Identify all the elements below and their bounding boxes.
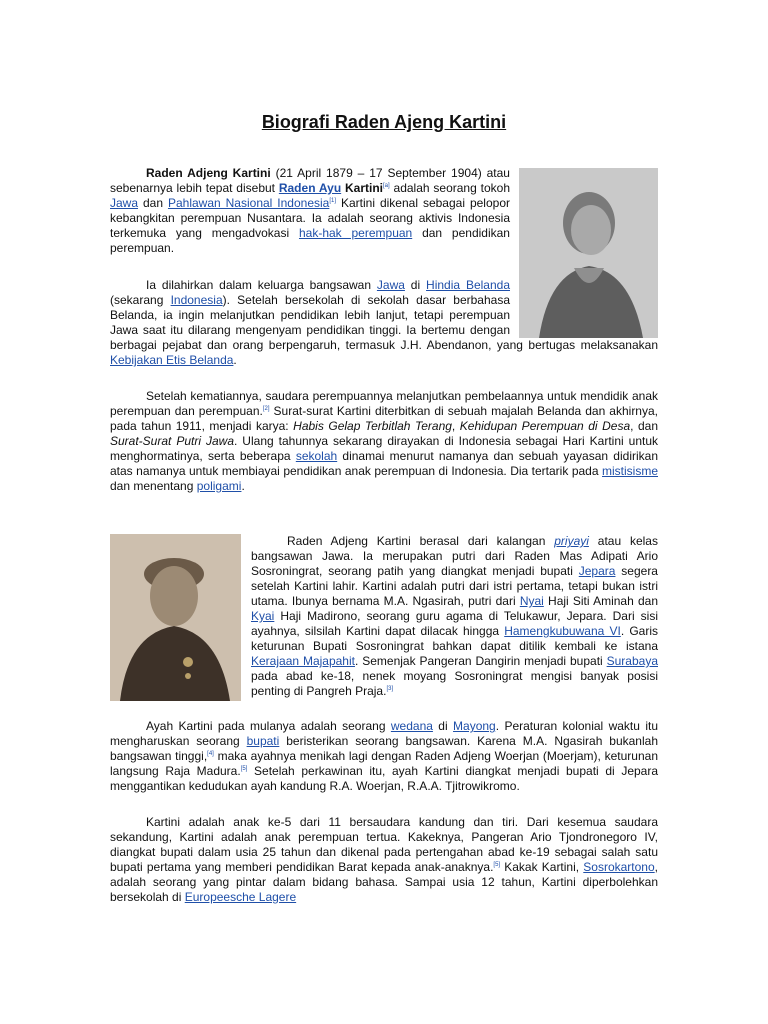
text: , adalah seorang yang pintar dalam bidang bahasa. Sampai usia 12 tahun, Kartini diperbolehkan bersekolah di bbox=[110, 860, 658, 904]
link-mayong[interactable]: Mayong bbox=[453, 719, 496, 733]
text: Setelah perkawinan itu, ayah Kartini diangkat menjadi bupati di Jepara menggantikan kedudukan ayah kandung R.A. Woerjan, R.A.A. Tjitrowikromo. bbox=[110, 764, 659, 793]
text: Surat-surat Kartini diterbitkan di sebuah majalah Belanda dan akhirnya, pada tahun 1911, menjadi karya: bbox=[110, 404, 658, 433]
text: . Ulang tahunnya sekarang dirayakan di Indonesia sebagai Hari Kartini untuk menghormatinya, serta beberapa bbox=[110, 434, 658, 463]
book-title: Surat-Surat Putri Jawa bbox=[110, 434, 234, 448]
paragraph-family-origin bbox=[110, 534, 658, 699]
text: atau kelas bangsawan Jawa. Ia merupakan putri dari Raden Mas Adipati Ario Sosroningrat, seorang patih yang diangkat menjadi bupati bbox=[251, 534, 658, 578]
link-bupati[interactable]: bupati bbox=[246, 734, 280, 748]
text: . Peraturan kolonial waktu itu mengharuskan seorang bbox=[110, 719, 658, 748]
text: Haji Madirono, seorang guru agama di Telukawur, Jepara. Dari sisi ayahnya, silsilah Kartini dapat dilacak hingga bbox=[251, 609, 658, 638]
text: di bbox=[432, 719, 454, 733]
book-title: Kehidupan Perempuan di Desa bbox=[459, 419, 631, 433]
footnote-ref[interactable]: [2] bbox=[262, 406, 270, 412]
footnote-ref[interactable]: [4] bbox=[207, 751, 214, 757]
link-hak-hak-perempuan[interactable]: hak-hak perempuan bbox=[298, 226, 413, 240]
text: Ia dilahirkan dalam keluarga bangsawan bbox=[146, 278, 377, 292]
text: . bbox=[233, 353, 237, 367]
paragraph-intro bbox=[110, 166, 510, 256]
paragraph-siblings bbox=[110, 815, 658, 905]
link-kerajaan-majapahit[interactable]: Kerajaan Majapahit bbox=[251, 654, 355, 668]
link-europeesche-lagere[interactable]: Europeesche Lagere bbox=[184, 890, 297, 904]
link-kyai[interactable]: Kyai bbox=[251, 609, 275, 623]
text: . Semenjak Pangeran Dangirin menjadi bupati bbox=[354, 654, 607, 668]
text: dan pendidikan perempuan. bbox=[110, 226, 510, 255]
footnote-ref[interactable]: [1] bbox=[329, 198, 337, 204]
link-hindia-belanda[interactable]: Hindia Belanda bbox=[426, 278, 510, 292]
text: segera setelah Kartini lahir. Kartini adalah putri dari istri pertama, tetapi bukan istri utama. Ibunya bernama M.A. Ngasirah, putri dari bbox=[251, 564, 658, 608]
link-sosrokartono[interactable]: Sosrokartono bbox=[583, 860, 655, 874]
text: (21 April 1879 – 17 September 1904) atau sebenarnya lebih tepat disebut bbox=[110, 166, 510, 195]
text: Setelah kematiannya, saudara perempuannya melanjutkan pembelaannya untuk mendidik anak perempuan dan perempuan. bbox=[110, 389, 658, 418]
footnote-ref[interactable]: [3] bbox=[386, 686, 394, 692]
paragraph-father bbox=[110, 719, 658, 794]
link-raden-ayu[interactable]: Raden Ayu bbox=[278, 181, 342, 195]
text: dan menentang bbox=[110, 479, 197, 493]
link-indonesia[interactable]: Indonesia bbox=[170, 293, 223, 307]
text: . Garis keturunan Bupati Sosroningrat bahkan dapat ditilik kembali ke istana bbox=[251, 624, 658, 653]
link-nyai[interactable]: Nyai bbox=[519, 594, 544, 608]
link-jepara[interactable]: Jepara bbox=[578, 564, 616, 578]
text: pada abad ke-18, nenek moyang Sosroningrat mengisi banyak posisi penting di Pangreh Praja. bbox=[251, 669, 658, 698]
text: maka ayahnya menikah lagi dengan Raden Adjeng Woerjan (Moerjam), keturunan langsung Raja Madura. bbox=[110, 749, 658, 778]
link-poligami[interactable]: poligami bbox=[196, 479, 242, 493]
text: . bbox=[241, 479, 245, 493]
subject-name: Raden Adjeng Kartini bbox=[146, 166, 271, 180]
link-mistisisme[interactable]: mistisisme bbox=[602, 464, 658, 478]
page-title: Biografi Raden Ajeng Kartini bbox=[261, 112, 507, 132]
text: Ayah Kartini pada mulanya adalah seorang bbox=[146, 719, 391, 733]
link-jawa[interactable]: Jawa bbox=[110, 196, 139, 210]
footnote-ref[interactable]: [a] bbox=[383, 183, 390, 189]
text: ). Setelah bersekolah di sekolah dasar berbahasa Belanda, ia ingin melanjutkan pendidikan lebih lanjut, tetapi perempuan Jawa saat itu dilarang mengenyam pendidikan tinggi. Ia bertemu dengan berbagai pejabat dan orang berpengaruh, termasuk J.H. Abendanon, yang bertugas melaksanakan bbox=[110, 293, 658, 352]
text: Raden Adjeng Kartini berasal dari kalangan bbox=[287, 534, 555, 548]
link-jawa[interactable]: Jawa bbox=[376, 278, 405, 292]
text: dan bbox=[138, 196, 168, 210]
link-hamengkubuwana-vi[interactable]: Hamengkubuwana VI bbox=[504, 624, 621, 638]
link-wedana[interactable]: wedana bbox=[390, 719, 433, 733]
book-title: Habis Gelap Terbitlah Terang bbox=[293, 419, 452, 433]
link-surabaya[interactable]: Surabaya bbox=[606, 654, 658, 668]
link-sekolah[interactable]: sekolah bbox=[295, 449, 338, 463]
footnote-ref[interactable]: [5] bbox=[493, 862, 501, 868]
text: , dan bbox=[630, 419, 658, 433]
link-priyayi[interactable]: priyayi bbox=[554, 534, 589, 548]
text: beristerikan seorang bangsawan. Karena M.A. Ngasirah bukanlah bangsawan tinggi, bbox=[110, 734, 658, 763]
subject-name-short: Kartini bbox=[341, 181, 384, 195]
paragraph-background bbox=[110, 278, 658, 368]
text: Kakak Kartini, bbox=[500, 860, 584, 874]
paragraph-legacy bbox=[110, 389, 658, 494]
text: dinamai menurut namanya dan sebuah yayasan didirikan atas namanya untuk membiayai pendidikan anak perempuan di Indonesia. Dia tertarik pada bbox=[110, 449, 658, 478]
text: Kartini adalah anak ke-5 dari 11 bersaudara kandung dan tiri. Dari kesemua saudara sekandung, Kartini adalah anak perempuan tertua. Kakeknya, Pangeran Ario Tjondronegoro IV, diangkat bupati dalam usia 25 tahun dan dikenal pada pertengahan abad ke-19 sebagai salah satu bupati pertama yang memberi pendidikan Barat kepada anak-anaknya. bbox=[110, 815, 658, 874]
text: , bbox=[451, 419, 460, 433]
link-pahlawan-nasional-indonesia[interactable]: Pahlawan Nasional Indonesia bbox=[167, 196, 330, 210]
text: (sekarang bbox=[110, 293, 171, 307]
text: Kartini dikenal sebagai pelopor kebangkitan perempuan Nusantara. Ia adalah seorang aktivis Indonesia terkemuka yang mengadvokasi bbox=[110, 196, 510, 240]
text: Haji Siti Aminah dan bbox=[543, 594, 658, 608]
link-kebijakan-etis-belanda[interactable]: Kebijakan Etis Belanda bbox=[110, 353, 234, 367]
text: adalah seorang tokoh bbox=[389, 181, 510, 195]
text: di bbox=[404, 278, 427, 292]
footnote-ref[interactable]: [5] bbox=[240, 766, 248, 772]
